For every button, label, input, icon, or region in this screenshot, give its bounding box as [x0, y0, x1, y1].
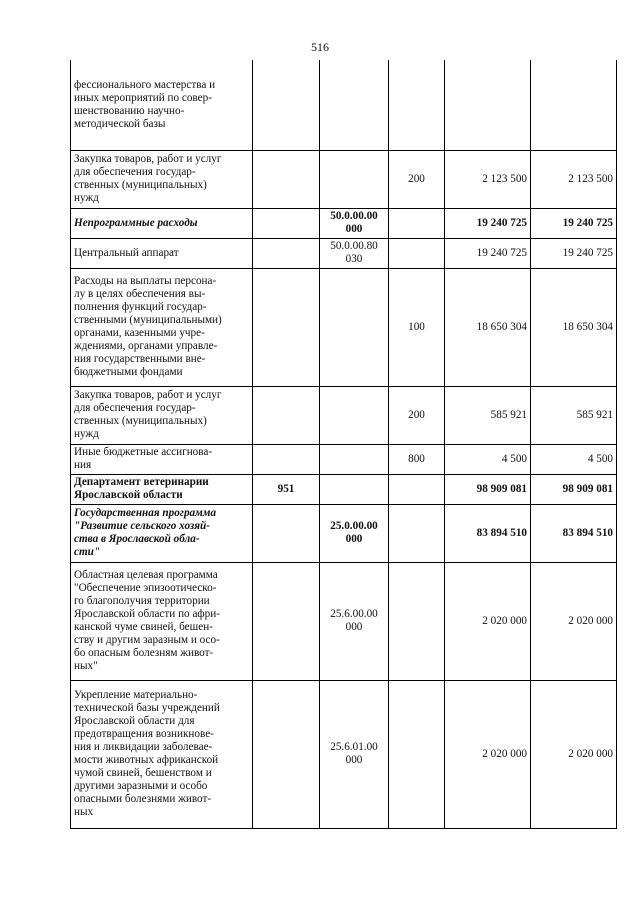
row-ministry-cell: 951	[253, 474, 320, 504]
row-expense-type-cell: 200	[389, 386, 445, 444]
row-code-cell	[320, 444, 389, 474]
table-row	[71, 474, 617, 504]
row-name-cell: Иные бюджетные ассигнова- ния	[71, 444, 253, 474]
table-row	[71, 60, 617, 150]
row-expense-type-cell	[389, 504, 445, 562]
row-amount-2025-cell: 83 894 510	[445, 504, 531, 562]
row-ministry-cell	[253, 208, 320, 238]
row-expense-type-cell	[389, 208, 445, 238]
row-amount-2025-cell: 98 909 081	[445, 474, 531, 504]
table-row	[71, 150, 617, 208]
row-name-cell: Укрепление материально- технической базы учреждений Ярославской области для предотвращения возникнове- ния и ликвидации заболевае- мости животных африканской чумой свиней, бешенством и другими заразными и особо опасными болезнями живот- ных	[71, 680, 253, 828]
table-row	[71, 444, 617, 474]
row-ministry-cell	[253, 562, 320, 680]
row-ministry-cell	[253, 60, 320, 150]
row-name-cell: Государственная программа "Развитие сельского хозяй- ства в Ярославской обла- сти"	[71, 504, 253, 562]
row-code-cell: 50.0.00.80 030	[320, 238, 389, 268]
row-code-cell	[320, 386, 389, 444]
row-amount-2026-cell: 2 020 000	[531, 562, 617, 680]
row-expense-type-cell: 100	[389, 268, 445, 386]
row-expense-type-cell	[389, 474, 445, 504]
row-ministry-cell	[253, 504, 320, 562]
row-amount-2026-cell: 98 909 081	[531, 474, 617, 504]
row-expense-type-cell	[389, 60, 445, 150]
row-amount-2026-cell: 19 240 725	[531, 238, 617, 268]
row-expense-type-cell: 800	[389, 444, 445, 474]
table-row	[71, 238, 617, 268]
table-row	[71, 504, 617, 562]
budget-table	[70, 60, 617, 829]
row-amount-2025-cell: 18 650 304	[445, 268, 531, 386]
row-expense-type-cell	[389, 562, 445, 680]
row-code-cell	[320, 60, 389, 150]
row-name-cell: Расходы на выплаты персона- лу в целях обеспечения вы- полнения функций государ- ственными (муниципальными) органами, казенными учре- ждениями, органами управле- ния государственными вне- бюджетными фондами	[71, 268, 253, 386]
row-amount-2025-cell: 19 240 725	[445, 238, 531, 268]
row-ministry-cell	[253, 238, 320, 268]
row-code-cell: 50.0.00.00 000	[320, 208, 389, 238]
row-code-cell: 25.6.00.00 000	[320, 562, 389, 680]
row-amount-2025-cell: 2 020 000	[445, 680, 531, 828]
row-ministry-cell	[253, 150, 320, 208]
table-row	[71, 208, 617, 238]
budget-table-body	[71, 60, 617, 828]
row-amount-2026-cell: 2 123 500	[531, 150, 617, 208]
row-code-cell: 25.0.00.00 000	[320, 504, 389, 562]
row-amount-2026-cell	[531, 60, 617, 150]
row-name-cell: Закупка товаров, работ и услуг для обеспечения государ- ственных (муниципальных) нужд	[71, 150, 253, 208]
row-name-cell: Центральный аппарат	[71, 238, 253, 268]
row-amount-2025-cell: 2 020 000	[445, 562, 531, 680]
row-ministry-cell	[253, 268, 320, 386]
page-number: 516	[311, 40, 329, 54]
table-row	[71, 680, 617, 828]
row-amount-2025-cell: 2 123 500	[445, 150, 531, 208]
row-amount-2025-cell	[445, 60, 531, 150]
table-row	[71, 562, 617, 680]
row-code-cell	[320, 474, 389, 504]
row-ministry-cell	[253, 444, 320, 474]
row-ministry-cell	[253, 386, 320, 444]
row-expense-type-cell: 200	[389, 150, 445, 208]
row-amount-2026-cell: 19 240 725	[531, 208, 617, 238]
row-code-cell: 25.6.01.00 000	[320, 680, 389, 828]
row-name-cell: Непрограммные расходы	[71, 208, 253, 238]
row-code-cell	[320, 268, 389, 386]
row-amount-2026-cell: 2 020 000	[531, 680, 617, 828]
table-row	[71, 386, 617, 444]
row-name-cell: Департамент ветеринарии Ярославской области	[71, 474, 253, 504]
row-amount-2026-cell: 18 650 304	[531, 268, 617, 386]
row-ministry-cell	[253, 680, 320, 828]
row-amount-2025-cell: 4 500	[445, 444, 531, 474]
row-code-cell	[320, 150, 389, 208]
row-name-cell: Закупка товаров, работ и услуг для обеспечения государ- ственных (муниципальных) нужд	[71, 386, 253, 444]
table-row	[71, 268, 617, 386]
row-expense-type-cell	[389, 238, 445, 268]
row-amount-2025-cell: 19 240 725	[445, 208, 531, 238]
row-amount-2025-cell: 585 921	[445, 386, 531, 444]
row-amount-2026-cell: 585 921	[531, 386, 617, 444]
row-name-cell: Областная целевая программа "Обеспечение эпизоотическо- го благополучия территории Ярославской области по афри- канской чуме свиней, бешен- ству и другим заразным и осо- бо опасным болезням живот- ных"	[71, 562, 253, 680]
row-expense-type-cell	[389, 680, 445, 828]
row-name-cell: фессионального мастерства и иных мероприятий по совер- шенствованию научно- методической базы	[71, 60, 253, 150]
row-amount-2026-cell: 4 500	[531, 444, 617, 474]
row-amount-2026-cell: 83 894 510	[531, 504, 617, 562]
